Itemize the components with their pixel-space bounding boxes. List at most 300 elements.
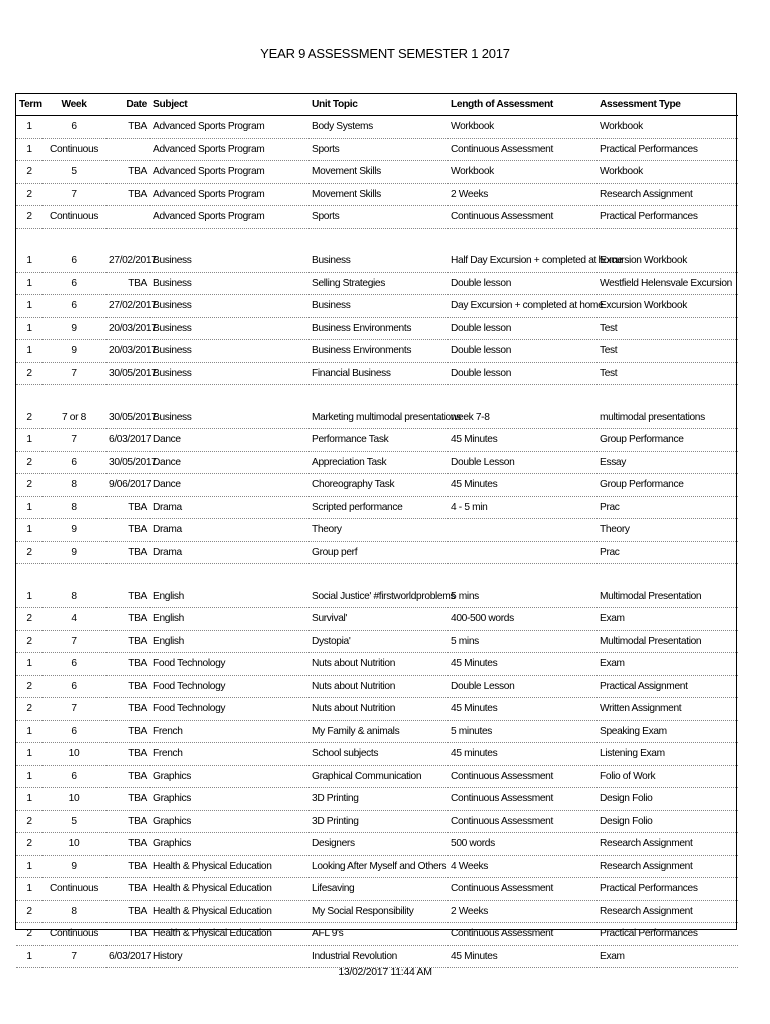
cell-term: 1 — [16, 945, 42, 968]
table-row — [16, 743, 738, 766]
cell-length: week 7-8 — [448, 407, 597, 429]
table-row — [16, 878, 738, 901]
cell-week: Continuous — [42, 878, 106, 901]
cell-date: TBA — [106, 675, 150, 698]
spacer-cell — [150, 564, 309, 586]
cell-term: 1 — [16, 743, 42, 766]
cell-subject: Business — [150, 362, 309, 385]
cell-assessment-type: Practical Performances — [597, 878, 738, 901]
cell-length: 4 - 5 min — [448, 496, 597, 519]
cell-date: TBA — [106, 653, 150, 676]
cell-term: 1 — [16, 272, 42, 295]
cell-date: 27/02/2017 — [106, 295, 150, 318]
cell-week: 7 — [42, 183, 106, 206]
cell-term: 2 — [16, 206, 42, 229]
cell-week: 6 — [42, 250, 106, 272]
cell-term: 2 — [16, 451, 42, 474]
cell-term: 2 — [16, 541, 42, 564]
cell-week: 6 — [42, 116, 106, 139]
cell-assessment-type: Folio of Work — [597, 765, 738, 788]
cell-length: Half Day Excursion + completed at home — [448, 250, 597, 272]
cell-assessment-type: Practical Performances — [597, 138, 738, 161]
cell-unit-topic: 3D Printing — [309, 788, 448, 811]
cell-term: 1 — [16, 765, 42, 788]
cell-assessment-type: Test — [597, 317, 738, 340]
cell-length: 5 mins — [448, 586, 597, 608]
cell-unit-topic: Business — [309, 295, 448, 318]
table-row — [16, 945, 738, 968]
spacer-cell — [309, 385, 448, 407]
cell-term: 1 — [16, 519, 42, 542]
cell-subject: Health & Physical Education — [150, 855, 309, 878]
cell-term: 1 — [16, 496, 42, 519]
cell-subject: Advanced Sports Program — [150, 138, 309, 161]
cell-length: 5 minutes — [448, 720, 597, 743]
cell-unit-topic: Survival' — [309, 608, 448, 631]
spacer-cell — [42, 385, 106, 407]
table-row — [16, 900, 738, 923]
table-row — [16, 855, 738, 878]
cell-length: 5 mins — [448, 630, 597, 653]
cell-assessment-type: Multimodal Presentation — [597, 630, 738, 653]
cell-term: 1 — [16, 250, 42, 272]
cell-date: TBA — [106, 900, 150, 923]
cell-length: 45 Minutes — [448, 698, 597, 721]
cell-subject: Business — [150, 407, 309, 429]
cell-length — [448, 519, 597, 542]
table-row — [16, 183, 738, 206]
cell-length: Double lesson — [448, 272, 597, 295]
cell-length: Continuous Assessment — [448, 765, 597, 788]
cell-subject: French — [150, 720, 309, 743]
cell-length: Double Lesson — [448, 675, 597, 698]
cell-assessment-type: Listening Exam — [597, 743, 738, 766]
cell-assessment-type: Research Assignment — [597, 833, 738, 856]
cell-date: TBA — [106, 586, 150, 608]
spacer-cell — [106, 564, 150, 586]
cell-subject: Food Technology — [150, 698, 309, 721]
cell-unit-topic: AFL 9's — [309, 923, 448, 946]
cell-date: TBA — [106, 855, 150, 878]
cell-unit-topic: Lifesaving — [309, 878, 448, 901]
cell-week: 10 — [42, 743, 106, 766]
cell-subject: English — [150, 630, 309, 653]
table-row — [16, 250, 738, 272]
cell-week: 7 — [42, 429, 106, 452]
cell-unit-topic: Group perf — [309, 541, 448, 564]
cell-subject: Health & Physical Education — [150, 878, 309, 901]
table-row — [16, 206, 738, 229]
cell-week: 6 — [42, 272, 106, 295]
cell-subject: Food Technology — [150, 653, 309, 676]
cell-week: 8 — [42, 496, 106, 519]
cell-week: 8 — [42, 900, 106, 923]
cell-date: TBA — [106, 541, 150, 564]
cell-length: 2 Weeks — [448, 900, 597, 923]
spacer-cell — [16, 564, 42, 586]
spacer-cell — [597, 564, 738, 586]
cell-date: TBA — [106, 743, 150, 766]
cell-week: 6 — [42, 765, 106, 788]
cell-week: 8 — [42, 586, 106, 608]
cell-subject: Health & Physical Education — [150, 923, 309, 946]
cell-week: 9 — [42, 541, 106, 564]
spacer-cell — [309, 228, 448, 250]
cell-week: 8 — [42, 474, 106, 497]
spacer-cell — [448, 564, 597, 586]
cell-subject: Business — [150, 272, 309, 295]
table-row — [16, 923, 738, 946]
cell-subject: Drama — [150, 541, 309, 564]
cell-subject: Graphics — [150, 788, 309, 811]
cell-date: TBA — [106, 923, 150, 946]
cell-week: 7 — [42, 362, 106, 385]
cell-week: 9 — [42, 317, 106, 340]
cell-term: 1 — [16, 788, 42, 811]
cell-week: 9 — [42, 519, 106, 542]
cell-term: 1 — [16, 855, 42, 878]
cell-term: 2 — [16, 183, 42, 206]
cell-subject: Dance — [150, 451, 309, 474]
cell-week: 5 — [42, 810, 106, 833]
cell-week: 6 — [42, 295, 106, 318]
cell-week: Continuous — [42, 923, 106, 946]
table-row — [16, 720, 738, 743]
table-row — [16, 675, 738, 698]
cell-date: 27/02/2017 — [106, 250, 150, 272]
cell-assessment-type: Exam — [597, 653, 738, 676]
cell-date: TBA — [106, 630, 150, 653]
cell-week: 10 — [42, 788, 106, 811]
table-row — [16, 698, 738, 721]
cell-date: TBA — [106, 183, 150, 206]
cell-date: 6/03/2017 — [106, 429, 150, 452]
cell-assessment-type: Group Performance — [597, 429, 738, 452]
table-row — [16, 496, 738, 519]
cell-assessment-type: Prac — [597, 496, 738, 519]
cell-length: Workbook — [448, 161, 597, 184]
spacer-cell — [448, 385, 597, 407]
cell-term: 2 — [16, 608, 42, 631]
cell-length: Continuous Assessment — [448, 788, 597, 811]
cell-date: 9/06/2017 — [106, 474, 150, 497]
cell-date: TBA — [106, 765, 150, 788]
cell-subject: Drama — [150, 519, 309, 542]
cell-assessment-type: Speaking Exam — [597, 720, 738, 743]
table-row — [16, 429, 738, 452]
cell-term: 2 — [16, 698, 42, 721]
cell-term: 2 — [16, 810, 42, 833]
cell-assessment-type: Excursion Workbook — [597, 295, 738, 318]
table-row — [16, 474, 738, 497]
cell-length: Continuous Assessment — [448, 878, 597, 901]
spacer-cell — [16, 385, 42, 407]
table-row — [16, 362, 738, 385]
cell-subject: Business — [150, 317, 309, 340]
cell-assessment-type: Practical Performances — [597, 206, 738, 229]
column-header-length: Length of Assessment — [448, 94, 597, 116]
cell-assessment-type: Westfield Helensvale Excursion — [597, 272, 738, 295]
cell-length: Continuous Assessment — [448, 923, 597, 946]
cell-unit-topic: Dystopia' — [309, 630, 448, 653]
cell-date: 30/05/2017 — [106, 451, 150, 474]
table-row — [16, 810, 738, 833]
cell-date: TBA — [106, 161, 150, 184]
cell-week: 6 — [42, 675, 106, 698]
table-row — [16, 407, 738, 429]
cell-length: 4 Weeks — [448, 855, 597, 878]
cell-term: 1 — [16, 720, 42, 743]
cell-length: Day Excursion + completed at home — [448, 295, 597, 318]
cell-assessment-type: Prac — [597, 541, 738, 564]
cell-assessment-type: Group Performance — [597, 474, 738, 497]
cell-unit-topic: Social Justice' #firstworldproblems — [309, 586, 448, 608]
cell-date: TBA — [106, 878, 150, 901]
cell-date: TBA — [106, 720, 150, 743]
cell-subject: Advanced Sports Program — [150, 183, 309, 206]
cell-length: 45 minutes — [448, 743, 597, 766]
cell-assessment-type: Design Folio — [597, 810, 738, 833]
cell-week: 7 or 8 — [42, 407, 106, 429]
cell-length: Continuous Assessment — [448, 206, 597, 229]
cell-week: 7 — [42, 945, 106, 968]
cell-unit-topic: Looking After Myself and Others — [309, 855, 448, 878]
cell-unit-topic: Sports — [309, 138, 448, 161]
cell-date: TBA — [106, 788, 150, 811]
cell-unit-topic: Performance Task — [309, 429, 448, 452]
cell-term: 1 — [16, 116, 42, 139]
cell-term: 2 — [16, 161, 42, 184]
cell-date: 20/03/2017 — [106, 317, 150, 340]
cell-assessment-type: Workbook — [597, 161, 738, 184]
table-header-row — [16, 94, 738, 116]
table-row — [16, 451, 738, 474]
cell-week: 9 — [42, 340, 106, 363]
cell-length: 2 Weeks — [448, 183, 597, 206]
cell-length: Continuous Assessment — [448, 138, 597, 161]
table-row — [16, 541, 738, 564]
cell-date — [106, 138, 150, 161]
cell-term: 1 — [16, 295, 42, 318]
cell-date: TBA — [106, 496, 150, 519]
cell-length: 400-500 words — [448, 608, 597, 631]
cell-date: 6/03/2017 — [106, 945, 150, 968]
cell-length: Workbook — [448, 116, 597, 139]
cell-term: 1 — [16, 586, 42, 608]
cell-length: Double lesson — [448, 317, 597, 340]
cell-date: 30/05/2017 — [106, 407, 150, 429]
cell-week: 7 — [42, 630, 106, 653]
column-header-assessment-type: Assessment Type — [597, 94, 738, 116]
cell-term: 2 — [16, 630, 42, 653]
cell-assessment-type: Practical Assignment — [597, 675, 738, 698]
table-row — [16, 161, 738, 184]
spacer-cell — [597, 385, 738, 407]
cell-week: 9 — [42, 855, 106, 878]
cell-term: 1 — [16, 878, 42, 901]
column-header-date: Date — [106, 94, 150, 116]
page-title: YEAR 9 ASSESSMENT SEMESTER 1 2017 — [260, 46, 510, 61]
cell-unit-topic: Industrial Revolution — [309, 945, 448, 968]
cell-week: Continuous — [42, 138, 106, 161]
page-footer-timestamp: 13/02/2017 11:44 AM — [338, 966, 432, 978]
cell-subject: History — [150, 945, 309, 968]
cell-unit-topic: Scripted performance — [309, 496, 448, 519]
table-body — [16, 116, 738, 968]
cell-assessment-type: Test — [597, 340, 738, 363]
cell-date: TBA — [106, 698, 150, 721]
cell-subject: Health & Physical Education — [150, 900, 309, 923]
cell-term: 2 — [16, 900, 42, 923]
cell-unit-topic: Nuts about Nutrition — [309, 653, 448, 676]
cell-length: 45 Minutes — [448, 653, 597, 676]
cell-unit-topic: Movement Skills — [309, 183, 448, 206]
cell-assessment-type: Test — [597, 362, 738, 385]
cell-subject: Advanced Sports Program — [150, 206, 309, 229]
cell-subject: Graphics — [150, 765, 309, 788]
table-row — [16, 295, 738, 318]
column-header-week: Week — [42, 94, 106, 116]
cell-subject: English — [150, 586, 309, 608]
table-spacer-row — [16, 228, 738, 250]
table-row — [16, 272, 738, 295]
cell-term: 2 — [16, 923, 42, 946]
spacer-cell — [106, 228, 150, 250]
spacer-cell — [448, 228, 597, 250]
table-spacer-row — [16, 385, 738, 407]
cell-assessment-type: Workbook — [597, 116, 738, 139]
table-row — [16, 653, 738, 676]
cell-unit-topic: Selling Strategies — [309, 272, 448, 295]
cell-unit-topic: Marketing multimodal presentations — [309, 407, 448, 429]
cell-assessment-type: Written Assignment — [597, 698, 738, 721]
cell-date: TBA — [106, 116, 150, 139]
cell-subject: Business — [150, 250, 309, 272]
cell-length: Double lesson — [448, 362, 597, 385]
cell-subject: Dance — [150, 429, 309, 452]
cell-date: TBA — [106, 519, 150, 542]
cell-assessment-type: Multimodal Presentation — [597, 586, 738, 608]
cell-week: 7 — [42, 698, 106, 721]
cell-date: 30/05/2017 — [106, 362, 150, 385]
cell-date: TBA — [106, 608, 150, 631]
cell-date — [106, 206, 150, 229]
cell-length: Double lesson — [448, 340, 597, 363]
table-row — [16, 317, 738, 340]
cell-term: 1 — [16, 138, 42, 161]
cell-subject: Food Technology — [150, 675, 309, 698]
cell-unit-topic: Graphical Communication — [309, 765, 448, 788]
cell-unit-topic: My Family & animals — [309, 720, 448, 743]
cell-date: 20/03/2017 — [106, 340, 150, 363]
table-row — [16, 340, 738, 363]
cell-assessment-type: Research Assignment — [597, 855, 738, 878]
spacer-cell — [597, 228, 738, 250]
cell-unit-topic: Theory — [309, 519, 448, 542]
cell-assessment-type: Exam — [597, 945, 738, 968]
spacer-cell — [309, 564, 448, 586]
spacer-cell — [16, 228, 42, 250]
cell-term: 2 — [16, 675, 42, 698]
cell-length: Double Lesson — [448, 451, 597, 474]
cell-subject: Graphics — [150, 833, 309, 856]
cell-unit-topic: Business Environments — [309, 317, 448, 340]
table-row — [16, 788, 738, 811]
cell-unit-topic: Designers — [309, 833, 448, 856]
table-row — [16, 833, 738, 856]
table-row — [16, 586, 738, 608]
column-header-unit-topic: Unit Topic — [309, 94, 448, 116]
cell-subject: French — [150, 743, 309, 766]
cell-length: 45 Minutes — [448, 945, 597, 968]
spacer-cell — [150, 228, 309, 250]
cell-unit-topic: School subjects — [309, 743, 448, 766]
spacer-cell — [42, 564, 106, 586]
cell-unit-topic: Choreography Task — [309, 474, 448, 497]
cell-week: 10 — [42, 833, 106, 856]
cell-term: 1 — [16, 653, 42, 676]
table-row — [16, 630, 738, 653]
assessment-table-wrapper — [15, 93, 737, 962]
cell-term: 2 — [16, 362, 42, 385]
cell-assessment-type: Theory — [597, 519, 738, 542]
cell-week: 4 — [42, 608, 106, 631]
cell-term: 2 — [16, 474, 42, 497]
table-row — [16, 765, 738, 788]
cell-assessment-type: Exam — [597, 608, 738, 631]
spacer-cell — [150, 385, 309, 407]
cell-unit-topic: Nuts about Nutrition — [309, 675, 448, 698]
cell-week: Continuous — [42, 206, 106, 229]
cell-term: 1 — [16, 429, 42, 452]
cell-length: 45 Minutes — [448, 429, 597, 452]
column-header-term: Term — [16, 94, 42, 116]
cell-subject: Advanced Sports Program — [150, 116, 309, 139]
cell-week: 6 — [42, 653, 106, 676]
cell-week: 6 — [42, 720, 106, 743]
cell-term: 2 — [16, 833, 42, 856]
cell-unit-topic: Financial Business — [309, 362, 448, 385]
cell-week: 5 — [42, 161, 106, 184]
cell-subject: Drama — [150, 496, 309, 519]
spacer-cell — [106, 385, 150, 407]
cell-length — [448, 541, 597, 564]
cell-assessment-type: Research Assignment — [597, 183, 738, 206]
cell-unit-topic: 3D Printing — [309, 810, 448, 833]
cell-date: TBA — [106, 810, 150, 833]
column-header-subject: Subject — [150, 94, 309, 116]
cell-subject: Advanced Sports Program — [150, 161, 309, 184]
cell-unit-topic: Body Systems — [309, 116, 448, 139]
cell-unit-topic: Appreciation Task — [309, 451, 448, 474]
table-row — [16, 116, 738, 139]
cell-unit-topic: My Social Responsibility — [309, 900, 448, 923]
cell-term: 2 — [16, 407, 42, 429]
cell-length: Continuous Assessment — [448, 810, 597, 833]
cell-length: 500 words — [448, 833, 597, 856]
assessment-table — [16, 94, 738, 968]
cell-unit-topic: Sports — [309, 206, 448, 229]
cell-assessment-type: Practical Performances — [597, 923, 738, 946]
cell-unit-topic: Movement Skills — [309, 161, 448, 184]
cell-unit-topic: Nuts about Nutrition — [309, 698, 448, 721]
cell-date: TBA — [106, 833, 150, 856]
cell-assessment-type: Essay — [597, 451, 738, 474]
cell-subject: Dance — [150, 474, 309, 497]
table-row — [16, 608, 738, 631]
cell-assessment-type: multimodal presentations — [597, 407, 738, 429]
spacer-cell — [42, 228, 106, 250]
